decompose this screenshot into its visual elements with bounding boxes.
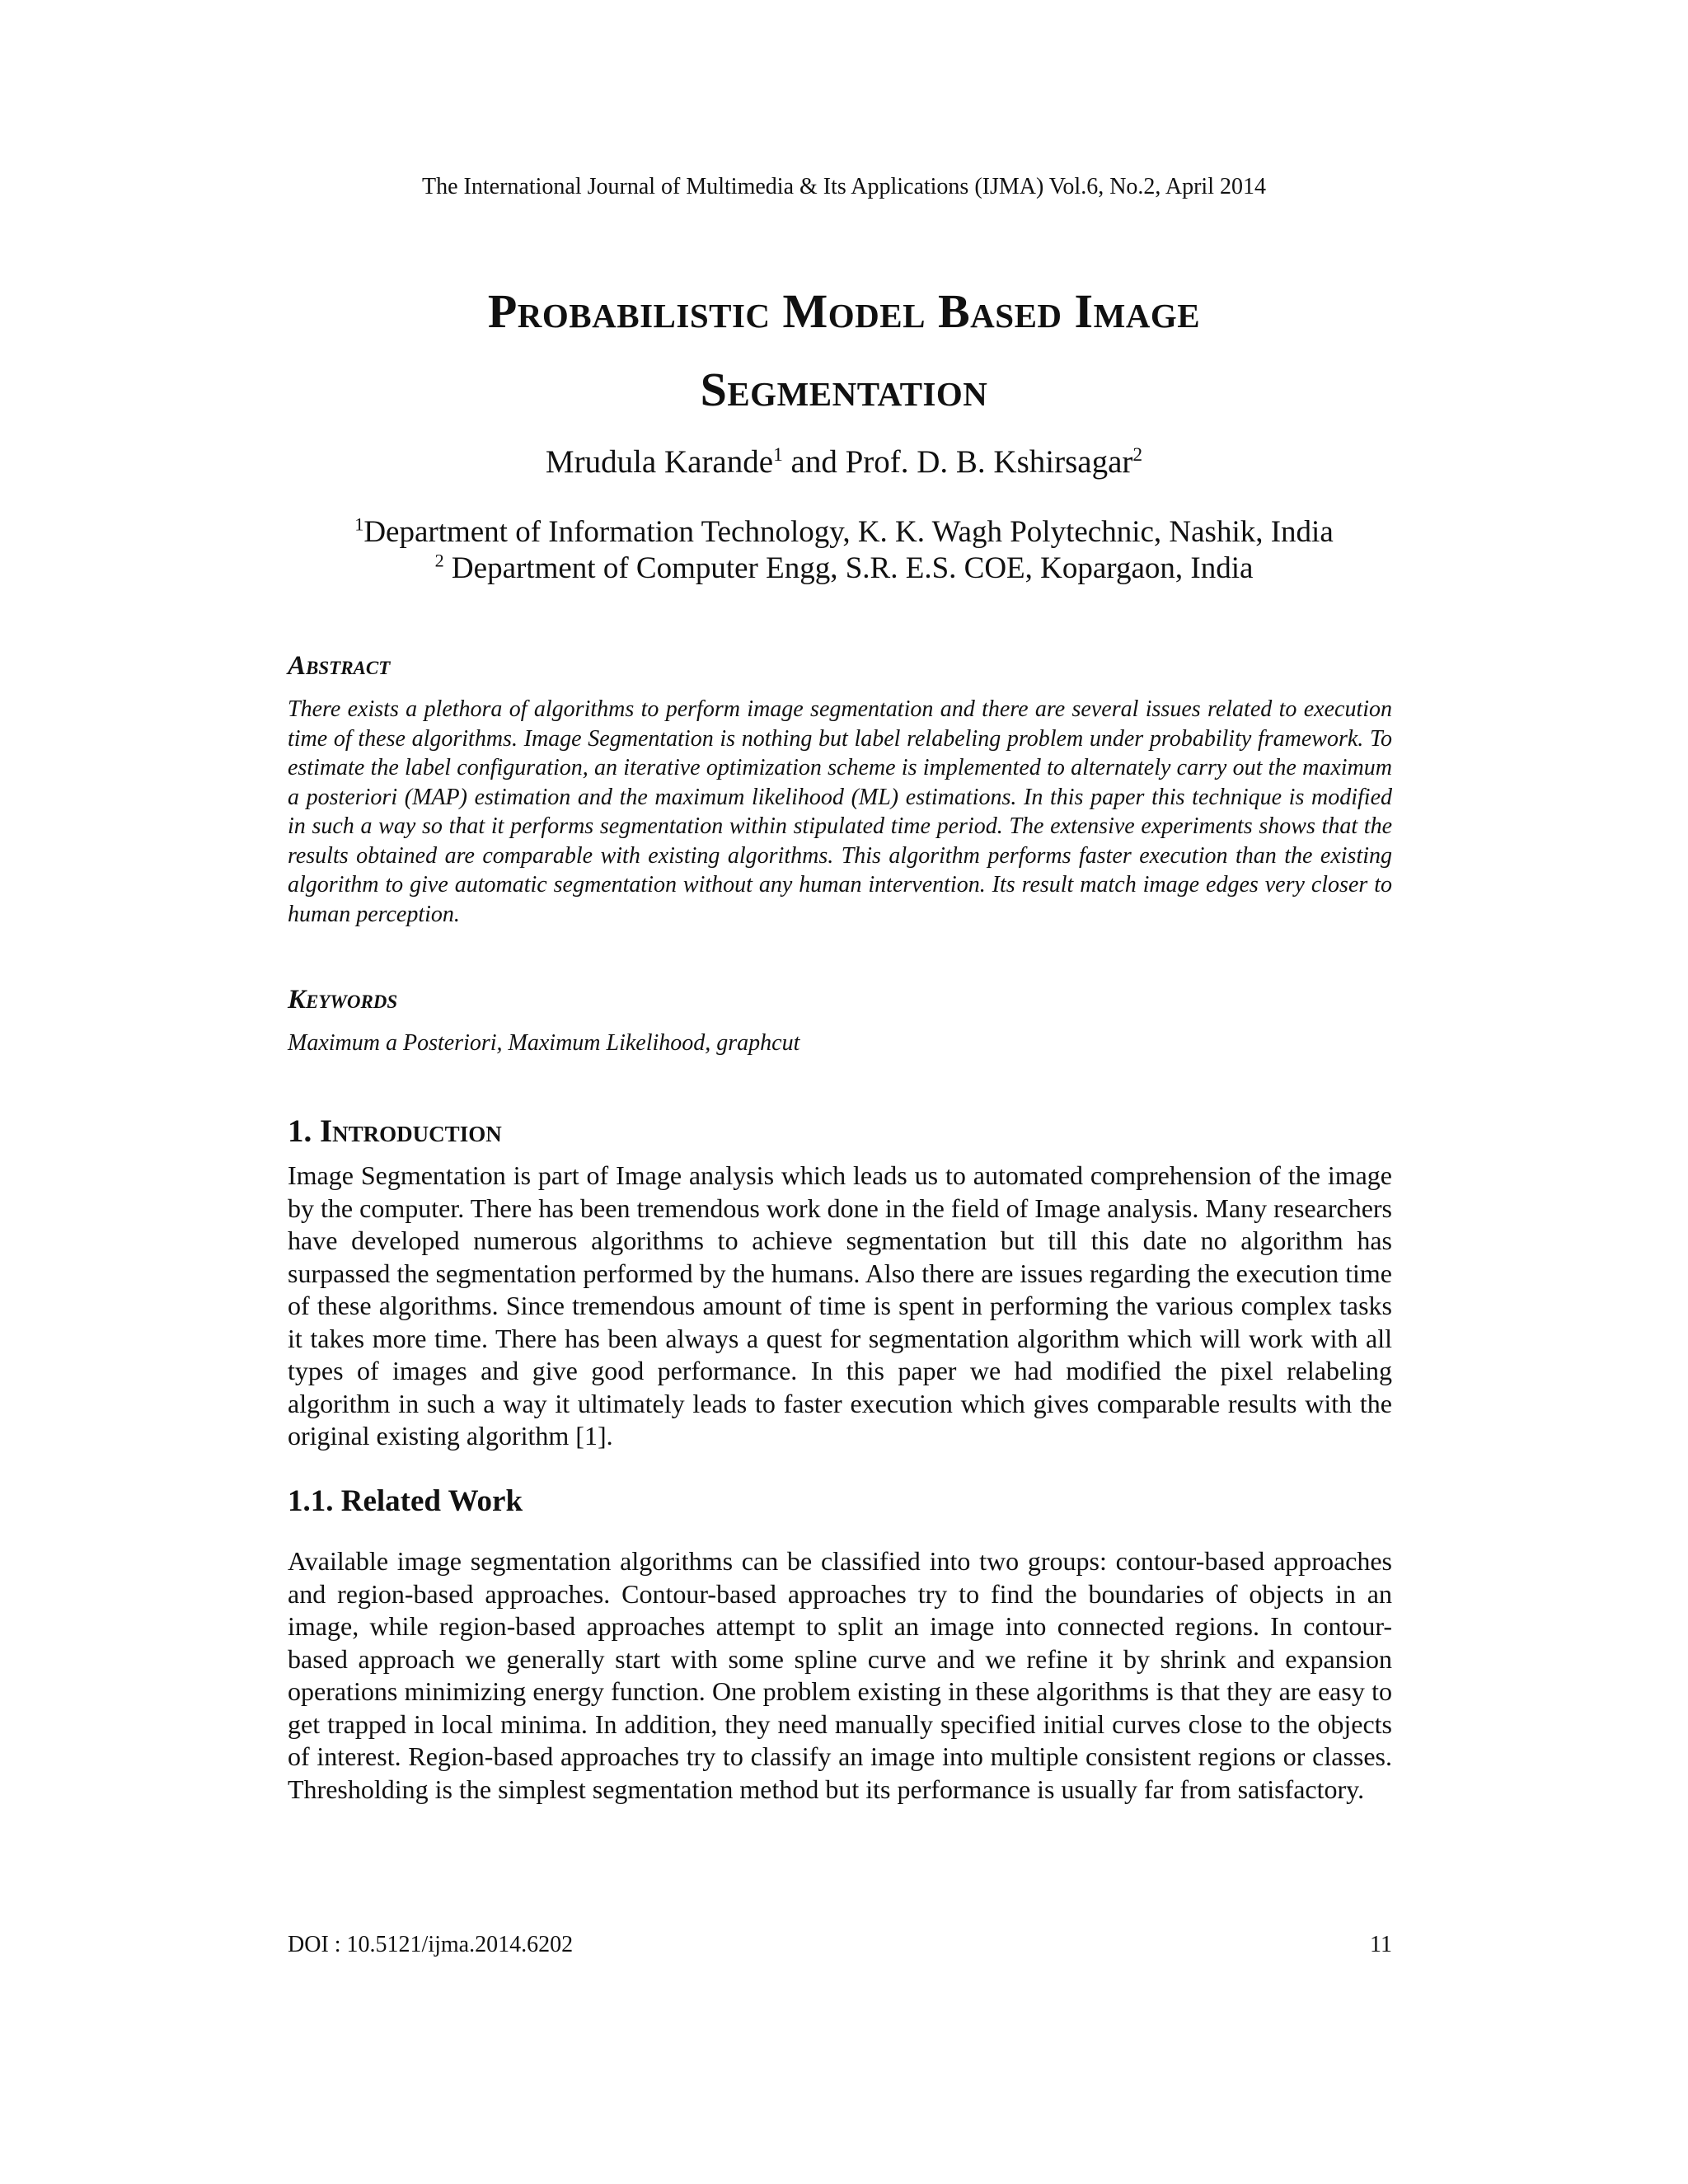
author-name: Mrudula Karande: [545, 444, 774, 480]
title-line-2: Segmentation: [700, 363, 988, 416]
introduction-section: [288, 1113, 1392, 1453]
abstract-section: [288, 651, 1392, 929]
author-list: [0, 443, 1688, 482]
abstract-heading: Abstract: [288, 651, 391, 681]
section-body: Image Segmentation is part of Image analysis which leads us to automated comprehension of the image by the computer. There has been tremendous work done in the field of Image analysis. Many researchers have developed numerous algorithms to achieve segmentation but till this date no algorithm has surpassed the segmentation performed by the humans. Also there are issues regarding the execution time of these algorithms. Since tremendous amount of time is spent in performing the various complex tasks it takes more time. There has been always a quest for segmentation algorithm which will work with all types of images and give good performance. In this paper we had modified the pixel relabeling algorithm in such a way it ultimately leads to faster execution which gives comparable results with the original existing algorithm [1].: [288, 1160, 1392, 1451]
affiliation-superscript: 2: [434, 550, 444, 571]
page-number: 11: [1370, 1932, 1392, 1957]
abstract-text: There exists a plethora of algorithms to perform image segmentation and there are several issues related to execution time of these algorithms. Image Segmentation is nothing but label relabeling problem under probability framework. To estimate the label configuration, an iterative optimization scheme is implemented to alternately carry out the maximum a posteriori (MAP) estimation and the maximum likelihood (ML) estimations. In this paper this technique is modified in such a way so that it performs segmentation within stipulated time period. The extensive experiments shows that the results obtained are comparable with existing algorithms. This algorithm performs faster execution than the existing algorithm to give automatic segmentation without any human intervention. Its result match image edges very closer to human perception.: [288, 696, 1392, 927]
running-header: The International Journal of Multimedia & Its Applications (IJMA) Vol.6, No.2, April 2014: [422, 174, 1266, 199]
author-name: and Prof. D. B. Kshirsagar: [782, 444, 1133, 480]
keywords-heading: Keywords: [288, 985, 398, 1015]
affiliation: [0, 551, 1688, 587]
affiliation-list: [0, 514, 1688, 587]
subsection-heading: 1.1. Related Work: [288, 1484, 523, 1518]
doi-text: DOI : 10.5121/ijma.2014.6202: [288, 1932, 574, 1957]
affiliation-text: Department of Computer Engg, S.R. E.S. COE, Kopargaon, India: [443, 551, 1254, 585]
keywords-section: [288, 985, 1392, 1058]
title-line-1: Probabilistic Model Based Image: [487, 284, 1201, 338]
keywords-text: Maximum a Posteriori, Maximum Likelihood, graphcut: [288, 1030, 800, 1056]
page-footer: [288, 1932, 1392, 1958]
affiliation: [0, 514, 1688, 551]
author-superscript: 1: [773, 444, 783, 466]
section-heading: 1. Introduction: [288, 1113, 502, 1149]
author-superscript: 2: [1132, 444, 1143, 466]
subsection-body: Available image segmentation algorithms can be classified into two groups: contour-based approaches and region-based approaches. Contour-based approaches try to find the boundaries of objects in an image, while region-based approaches attempt to split an image into connected regions. In contour-based approach we generally start with some spline curve and we refine it by shrink and expansion operations minimizing energy function. One problem existing in these algorithms is that they are easy to get trapped in local minima. In addition, they need manually specified initial curves close to the objects of interest. Region-based approaches try to classify an image into multiple consistent regions or classes. Thresholding is the simplest segmentation method but its performance is usually far from satisfactory.: [288, 1546, 1392, 1804]
affiliation-text: Department of Information Technology, K. K. Wagh Polytechnic, Nashik, India: [363, 515, 1334, 549]
affiliation-superscript: 1: [354, 513, 364, 535]
related-work-section: [288, 1483, 1392, 1806]
paper-title: [0, 272, 1688, 429]
